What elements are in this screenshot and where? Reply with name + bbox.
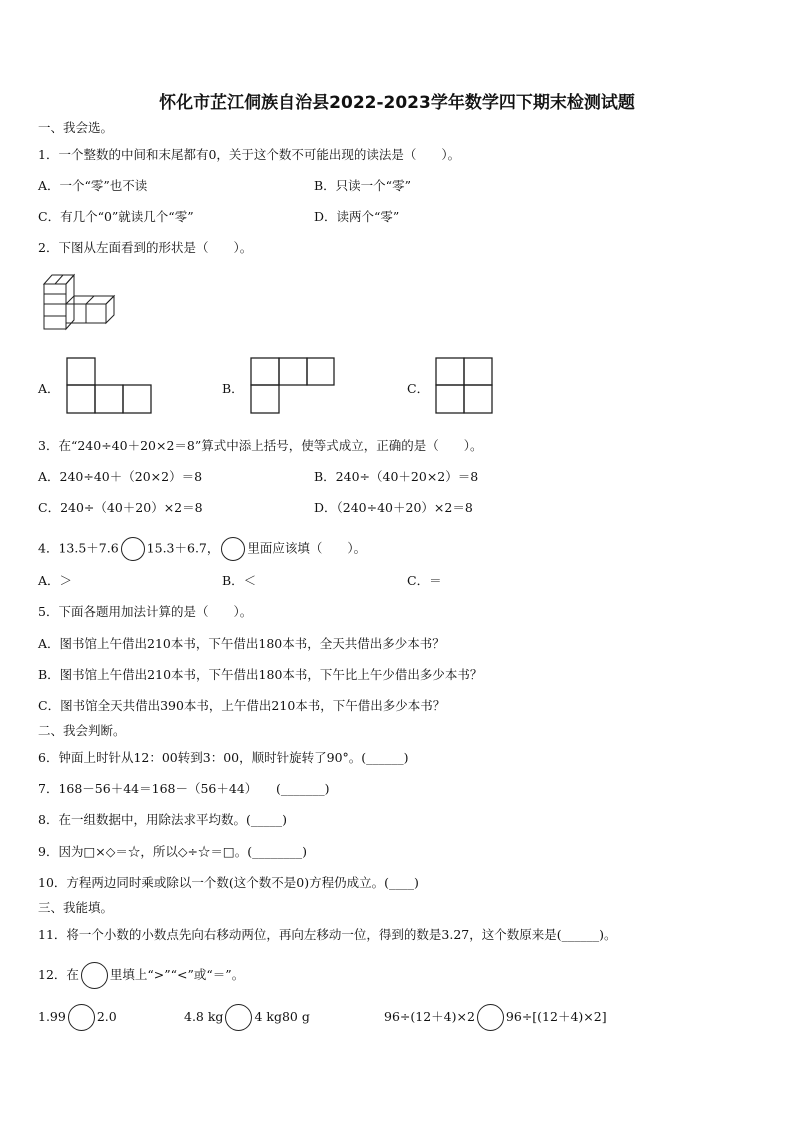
answer-circle-2[interactable] [225,1004,252,1031]
expr-2-left: 4.8 kg [184,1009,224,1024]
comparison-circle[interactable] [121,537,145,561]
question-2-option-a-label: A． [38,381,60,396]
question-12-expression-2 [184,1004,310,1031]
question-1-stem: 1．一个整数的中间和末尾都有0，关于这个数不可能出现的读法是（ ）。 [38,147,461,162]
question-4-prompt: 里面应该填（ ）。 [247,540,367,556]
section-heading-choice: 一、我会选。 [38,120,114,135]
question-5-option-b: B．图书馆上午借出210本书，下午借出180本书，下午比上午少借出多少本书？ [38,667,483,682]
question-5-option-a: A．图书馆上午借出210本书，下午借出180本书，全天共借出多少本书？ [38,636,445,651]
question-1-option-d: D．读两个“零” [314,209,400,224]
question-2-option-a-shape [66,357,154,415]
expr-2-right: 4 kg80 g [254,1009,310,1024]
question-4-option-b: B．＜ [222,573,257,588]
question-1-option-b: B．只读一个“零” [314,178,411,193]
expr-1-right: 2.0 [96,1009,117,1024]
question-10: 10．方程两边同时乘或除以一个数(这个数不是0)方程仍成立。(____) [38,875,419,890]
question-12-stem [38,962,244,989]
question-12-expression-3 [384,1004,607,1031]
cube-stack-figure [38,270,118,334]
answer-circle-1[interactable] [68,1004,95,1031]
question-1-option-a: A．一个“零”也不读 [38,178,148,193]
question-2-option-c-shape [435,357,495,415]
question-5-stem: 5．下面各题用加法计算的是（ ）。 [38,604,253,619]
question-7: 7．168－56＋44＝168－（56＋44） (_______) [38,781,330,796]
question-9: 9．因为□×◇＝☆，所以◇÷☆＝□。(________) [38,844,308,859]
circle-symbol [221,537,245,561]
question-6: 6．钟面上时针从12：00转到3：00，顺时针旋转了90°。(______) [38,750,409,765]
question-2-option-b-label: B． [222,381,244,396]
question-4-stem [38,537,366,561]
expr-3-left: 96÷(12＋4)×2 [384,1009,475,1024]
section-heading-fill: 三、我能填。 [38,900,114,915]
question-12-expression-1 [38,1004,117,1031]
question-12-instruction: 里填上“>”“<”或“＝”。 [109,967,245,982]
circle-symbol [81,962,108,989]
question-4-option-c: C．＝ [407,573,442,588]
expr-1-left: 1.99 [38,1009,66,1024]
question-3-option-a: A．240÷40＋（20×2）＝8 [38,469,203,484]
answer-circle-3[interactable] [477,1004,504,1031]
question-12-prefix: 12．在 [38,967,79,982]
question-2-option-c-label: C． [407,381,430,396]
page-title: 怀化市芷江侗族自治县2022-2023学年数学四下期末检测试题 [159,93,635,113]
question-3-option-c: C．240÷（40＋20）×2＝8 [38,500,203,515]
question-4-expr-right: 15.3＋6.7， [146,540,220,556]
expr-3-right: 96÷[(12＋4)×2] [505,1009,607,1024]
question-4-option-a: A．＞ [38,573,73,588]
question-11: 11．将一个小数的小数点先向右移动两位，再向左移动一位，得到的数是3.27，这个数原来是(______)。 [38,927,617,942]
question-4-expr-left: 4．13.5＋7.6 [38,540,119,556]
question-5-option-c: C．图书馆全天共借出390本书，上午借出210本书，下午借出多少本书？ [38,698,446,713]
question-3-stem: 3．在“240÷40＋20×2＝8”算式中添上括号，使等式成立，正确的是（ ）。 [38,438,483,453]
question-3-option-b: B．240÷（40＋20×2）＝8 [314,469,479,484]
question-1-option-c: C．有几个“0”就读几个“零” [38,209,194,224]
question-3-option-d: D．（240÷40＋20）×2＝8 [314,500,473,515]
section-heading-judge: 二、我会判断。 [38,723,126,738]
question-2-option-b-shape [250,357,338,415]
question-8: 8．在一组数据中，用除法求平均数。(_____) [38,812,287,827]
question-2-stem: 2．下图从左面看到的形状是（ ）。 [38,240,253,255]
